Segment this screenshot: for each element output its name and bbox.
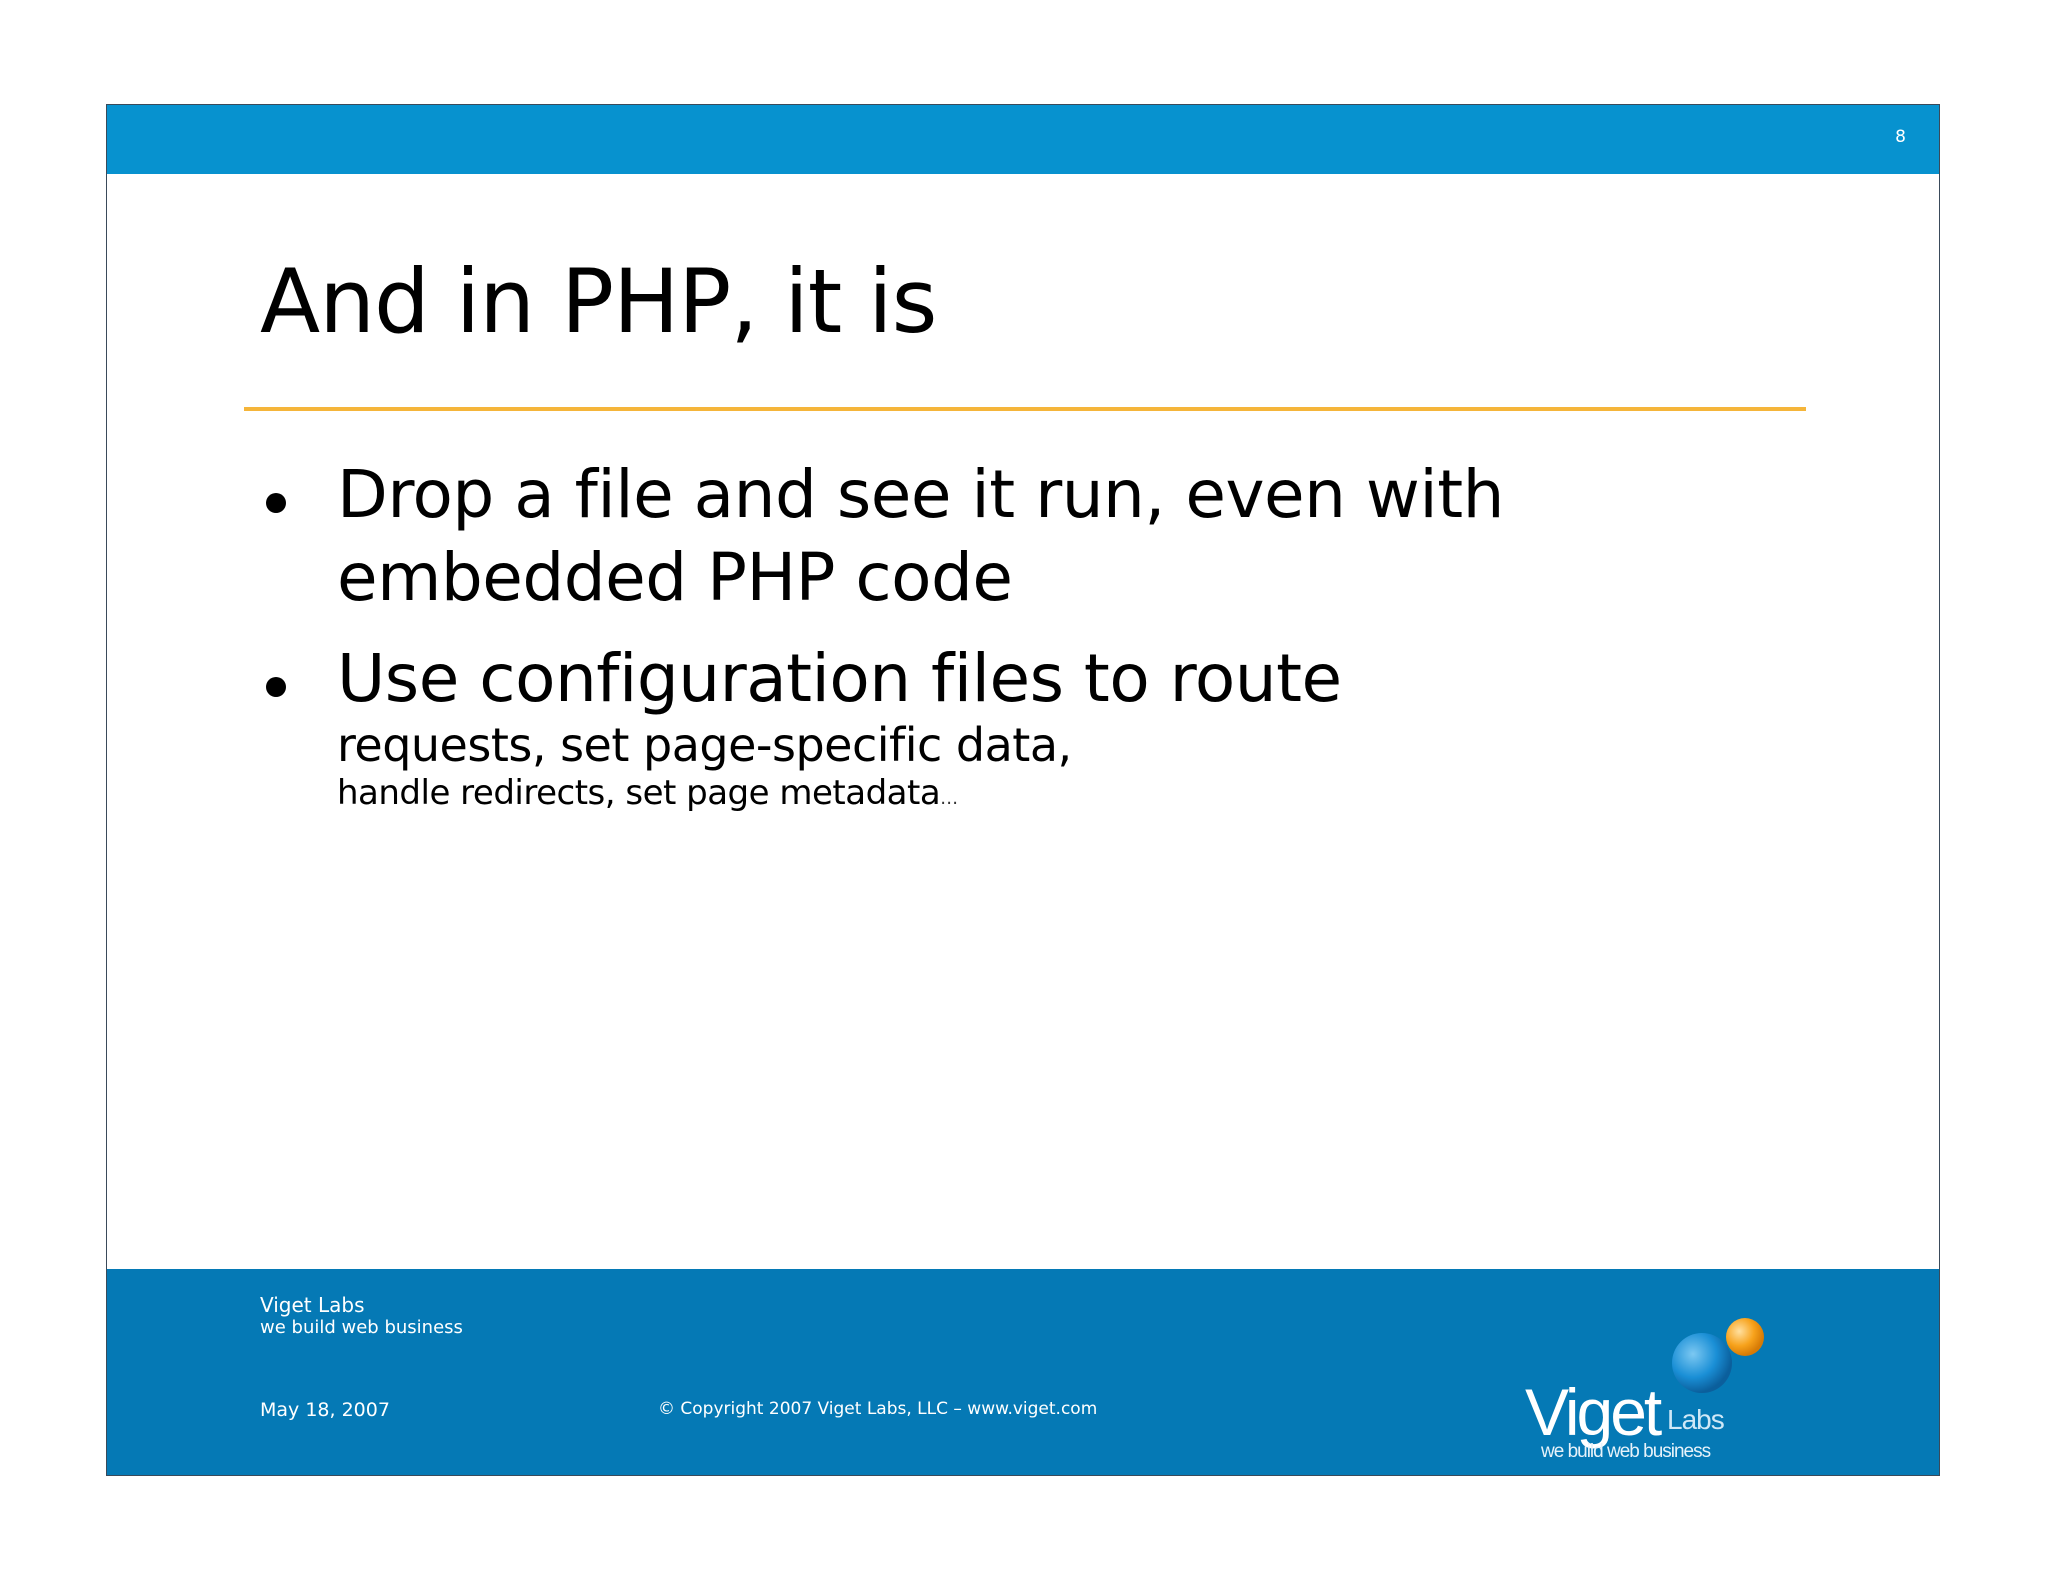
ellipsis: … [940, 788, 958, 809]
bullet-item [260, 637, 1820, 822]
bullet-subtext-small [337, 770, 1820, 822]
logo-wordmark: Viget [1525, 1375, 1660, 1449]
bullet-text: Drop a file and see it run, even with embedded PHP code [337, 456, 1504, 616]
logo-orb-orange [1726, 1318, 1764, 1356]
footer-tagline: we build web business [260, 1317, 463, 1338]
footer-company: Viget Labs [260, 1293, 365, 1317]
logo-tagline: we build web business [1541, 1441, 1711, 1459]
slide-title: And in PHP, it is [260, 250, 937, 353]
footer-date: May 18, 2007 [260, 1399, 390, 1421]
footer [107, 1269, 1939, 1476]
bullet-dot-icon [266, 493, 286, 513]
title-divider [244, 407, 1806, 411]
viget-labs-logo [1517, 1299, 1777, 1459]
bullet-subtext: requests, set page-specific data, [337, 718, 1072, 772]
footer-copyright: © Copyright 2007 Viget Labs, LLC – www.viget.com [658, 1399, 1098, 1419]
bullet-text: Use configuration files to route [337, 640, 1342, 717]
bullet-subtext-small-text: handle redirects, set page metadata [337, 773, 941, 813]
slide [106, 104, 1940, 1476]
slide-number: 8 [1895, 127, 1906, 147]
header-bar [107, 105, 1939, 174]
bullet-list [260, 453, 1820, 840]
logo-suffix: Labs [1667, 1404, 1724, 1435]
logo-orb-blue [1672, 1333, 1732, 1393]
bullet-dot-icon [266, 677, 286, 697]
bullet-item [260, 453, 1820, 619]
